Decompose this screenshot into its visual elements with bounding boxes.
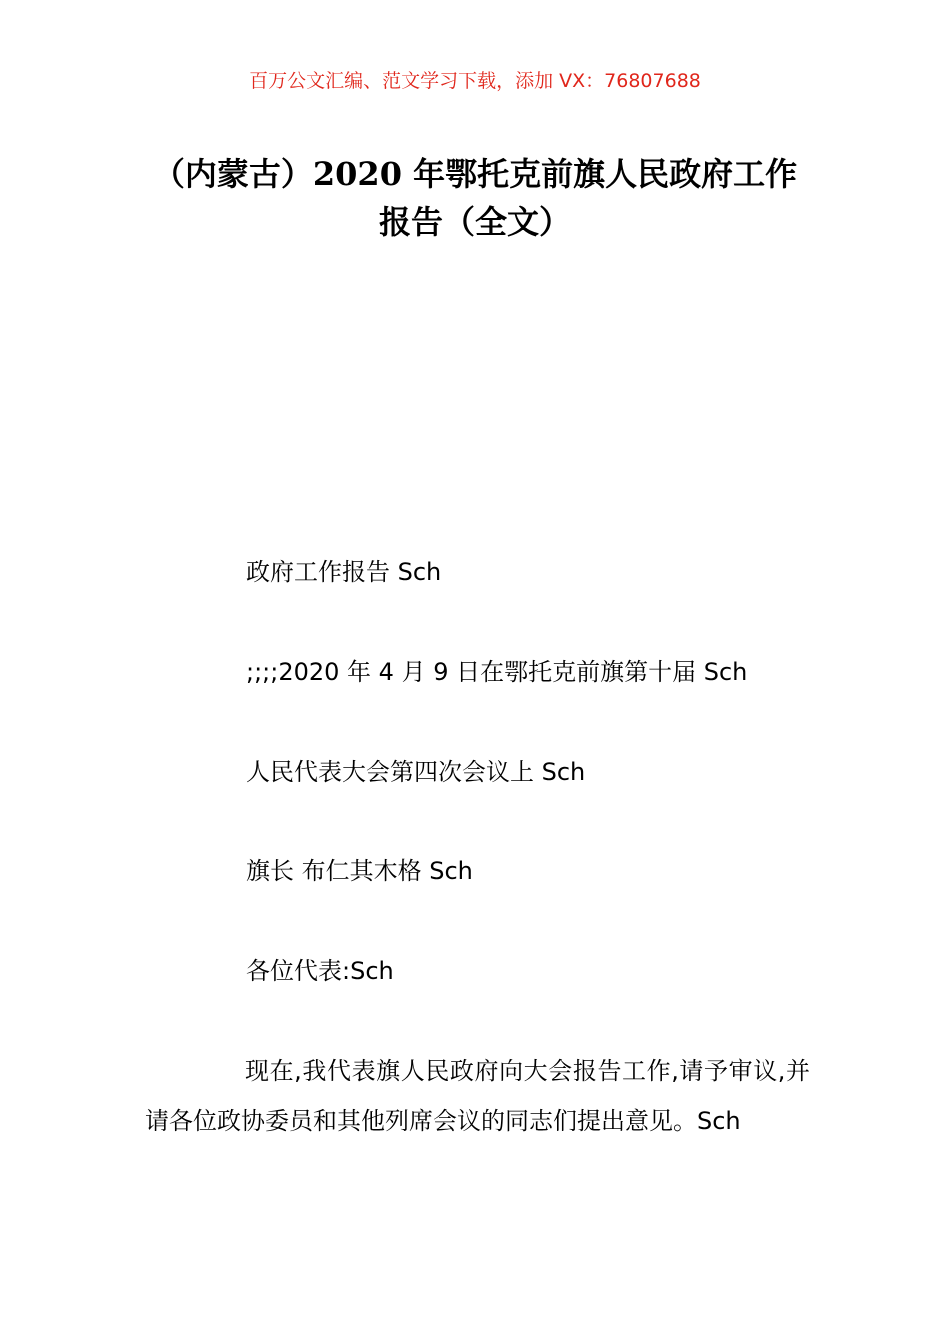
opening-paragraph: 现在,我代表旗人民政府向大会报告工作,请予审议,并请各位政协委员和其他列席会议的同志们提出意见。Sch bbox=[145, 1057, 810, 1135]
document-title: （内蒙古）2020 年鄂托克前旗人民政府工作报告（全文） bbox=[152, 155, 798, 241]
report-speaker-line: 旗长 布仁其木格 Sch bbox=[246, 857, 473, 885]
report-date-line: ;;;;2020 年 4 月 9 日在鄂托克前旗第十届 Sch bbox=[246, 658, 748, 686]
report-meeting-line: 人民代表大会第四次会议上 Sch bbox=[246, 758, 586, 786]
report-heading-line: 政府工作报告 Sch bbox=[246, 558, 442, 586]
report-salutation-line: 各位代表:Sch bbox=[246, 957, 394, 985]
header-watermark-note: 百万公文汇编、范文学习下载，添加 VX：76807688 bbox=[249, 70, 701, 92]
